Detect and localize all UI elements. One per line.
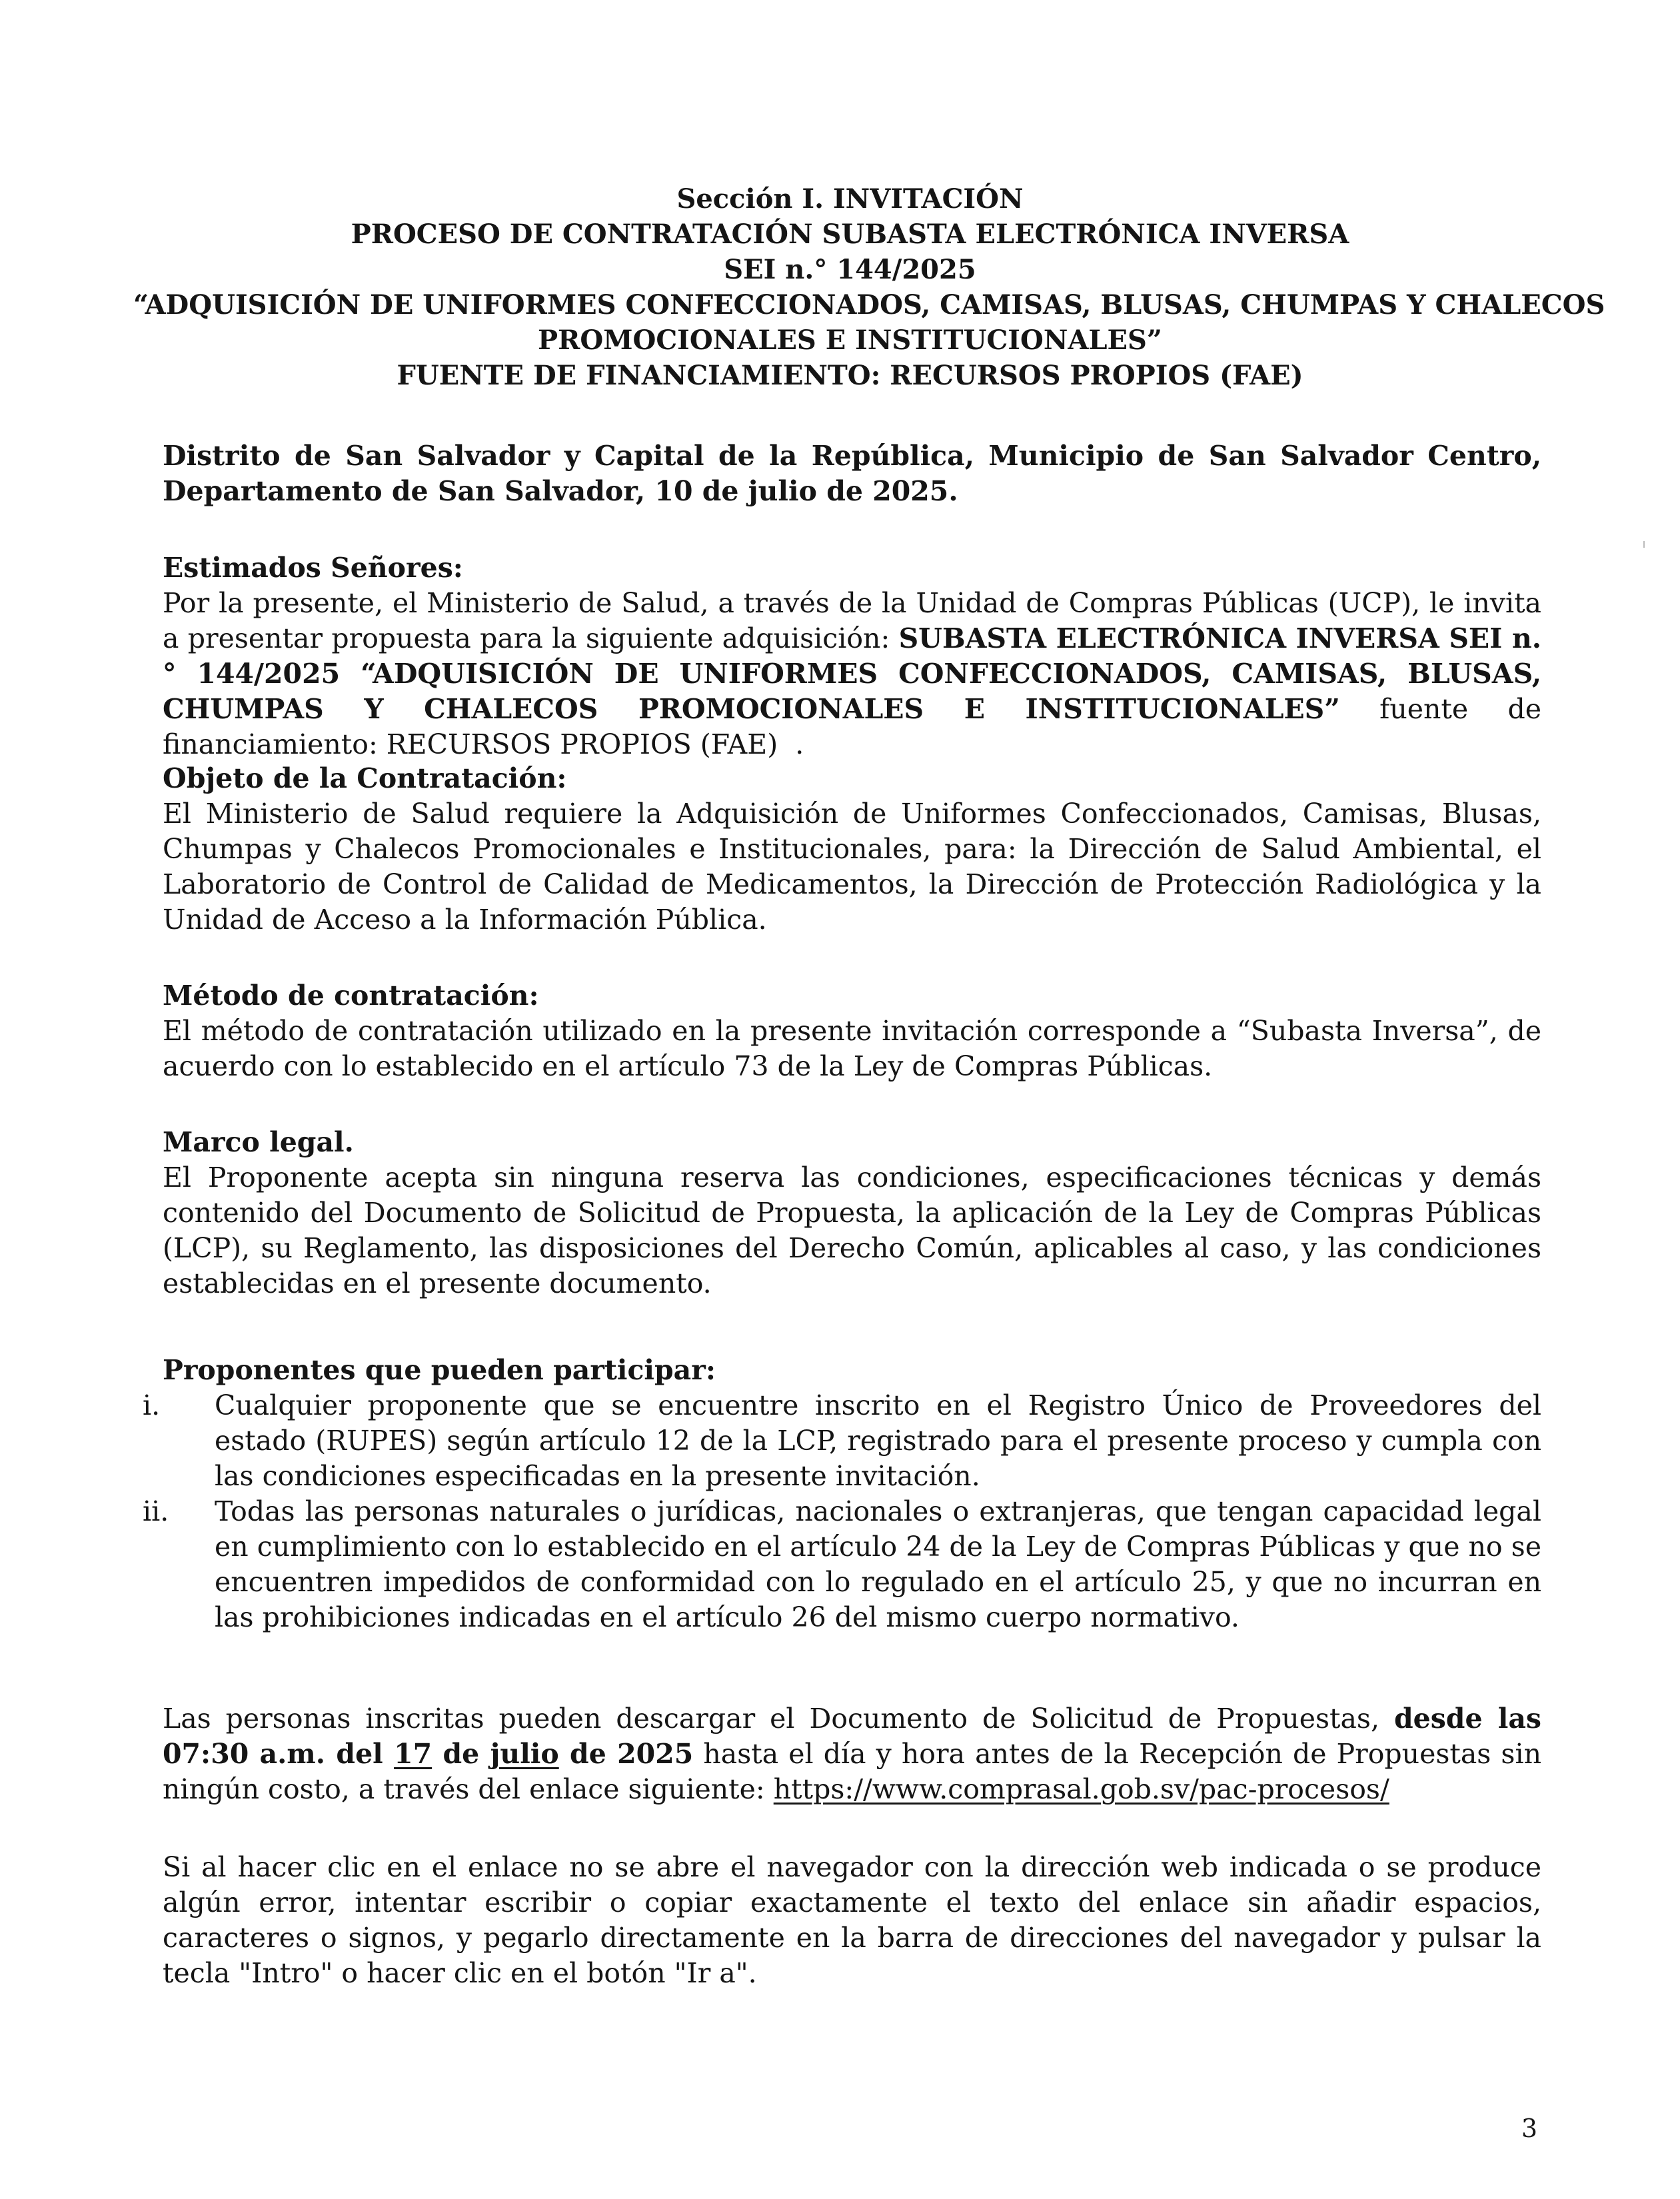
- list-item-text: Cualquier proponente que se encuentre inscrito en el Registro Único de Proveedores del estado (RUPES) según artículo 12 de la LCP, registrado para el presente proceso y cumpla con las condiciones especificadas en la presente invitación.: [215, 1389, 1541, 1492]
- greeting-process-name: SUBASTA ELECTRÓNICA INVERSA SEI n.° 144/2025 “ADQUISICIÓN DE UNIFORMES CONFECCIONADOS, CAMISAS, BLUSAS, CHUMPAS Y CHALECOS PROMOCIONALES E INSTITUCIONALES”: [163, 622, 1541, 725]
- list-item-text: Todas las personas naturales o jurídicas, nacionales o extranjeras, que tengan capacidad legal en cumplimiento con lo establecido en el artículo 24 de la Ley de Compras Públicas y que no se encuentren impedidos de conformidad con lo regulado en el artículo 25, y que no incurran en las prohibiciones indicadas en el artículo 26 del mismo cuerpo normativo.: [215, 1495, 1541, 1633]
- marco-text: El Proponente acepta sin ninguna reserva las condiciones, especificaciones técnicas y demás contenido del Documento de Solicitud de Propuesta, la aplicación de la Ley de Compras Públicas (LCP), su Reglamento, las disposiciones del Derecho Común, aplicables al caso, y las condiciones establecidas en el presente documento.: [163, 1161, 1541, 1299]
- header-acquisition-title-cont: PROMOCIONALES E INSTITUCIONALES”: [538, 325, 1162, 356]
- marco-title: Marco legal.: [163, 1126, 354, 1158]
- header-process-title: PROCESO DE CONTRATACIÓN SUBASTA ELECTRÓNICA INVERSA: [351, 219, 1349, 250]
- comprasal-link[interactable]: https://www.comprasal.gob.sv/pac-procesos/: [773, 1773, 1389, 1805]
- proponentes-title: Proponentes que pueden participar:: [163, 1354, 716, 1386]
- page-number: 3: [1521, 2114, 1537, 2143]
- marco-block: [163, 1125, 1541, 1301]
- greeting-funding: fuente de financiamiento: RECURSOS PROPIOS (FAE): [163, 693, 1541, 760]
- section-header: [133, 181, 1605, 393]
- place-date: Distrito de San Salvador y Capital de la República, Municipio de San Salvador Centro, Departamento de San Salvador, 10 de julio de 2025.: [163, 440, 1541, 507]
- objeto-text: El Ministerio de Salud requiere la Adquisición de Uniformes Confeccionados, Camisas, Blusas, Chumpas y Chalecos Promocionales e Institucionales, para: la Dirección de Salud Ambiental, el Laboratorio de Control de Calidad de Medicamentos, la Dirección de Protección Radiológica y la Unidad de Acceso a la Información Pública.: [163, 798, 1541, 936]
- ayuda-text: Si al hacer clic en el enlace no se abre el navegador con la dirección web indicada o se produce algún error, intentar escribir o copiar exactamente el texto del enlace sin añadir espacios, caracteres o signos, y pegarlo directamente en la barra de direcciones del navegador y pulsar la tecla "Intro" o hacer clic en el botón "Ir a".: [163, 1851, 1541, 1989]
- header-section-title: Sección I. INVITACIÓN: [676, 183, 1024, 215]
- objeto-block: [163, 761, 1541, 938]
- descarga-text: Las personas inscritas pueden descargar el Documento de Solicitud de Propuestas,: [163, 1703, 1394, 1735]
- proponentes-list: [143, 1388, 1541, 1635]
- greeting-block: [163, 550, 1541, 762]
- metodo-text: El método de contratación utilizado en la presente invitación corresponde a “Subasta Inversa”, de acuerdo con lo establecido en el artículo 73 de la Ley de Compras Públicas.: [163, 1015, 1541, 1082]
- descarga-text-cont: hasta el día y hora antes de la Recepción de Propuestas sin ningún costo, a través del enlace siguiente:: [163, 1738, 1541, 1805]
- descarga-month: julio: [490, 1738, 559, 1770]
- descarga-day: 17: [394, 1738, 432, 1770]
- header-acquisition-title: “ADQUISICIÓN DE UNIFORMES CONFECCIONADOS, CAMISAS, BLUSAS, CHUMPAS Y CHALECOS: [133, 289, 1605, 321]
- list-item: [143, 1494, 1541, 1635]
- greeting-tail: .: [795, 728, 804, 760]
- list-item-number: i.: [143, 1389, 161, 1421]
- scan-mark: [1643, 541, 1645, 548]
- objeto-title: Objeto de la Contratación:: [163, 762, 567, 794]
- list-item: [143, 1388, 1541, 1494]
- descarga-de1: de: [432, 1738, 490, 1770]
- header-funding-source: FUENTE DE FINANCIAMIENTO: RECURSOS PROPIOS (FAE): [397, 360, 1303, 391]
- greeting-title: Estimados Señores:: [163, 552, 463, 584]
- list-item-number: ii.: [143, 1495, 169, 1527]
- header-process-number: SEI n.° 144/2025: [724, 254, 976, 285]
- descarga-block: [163, 1701, 1541, 1807]
- descarga-start: desde las 07:30 a.m. del: [163, 1703, 1541, 1770]
- metodo-title: Método de contratación:: [163, 980, 539, 1012]
- greeting-text: Por la presente, el Ministerio de Salud, a través de la Unidad de Compras Públicas (UCP), le invita a presentar propuesta para la siguiente adquisición:: [163, 587, 1541, 654]
- metodo-block: [163, 978, 1541, 1084]
- descarga-year: de 2025: [558, 1738, 694, 1770]
